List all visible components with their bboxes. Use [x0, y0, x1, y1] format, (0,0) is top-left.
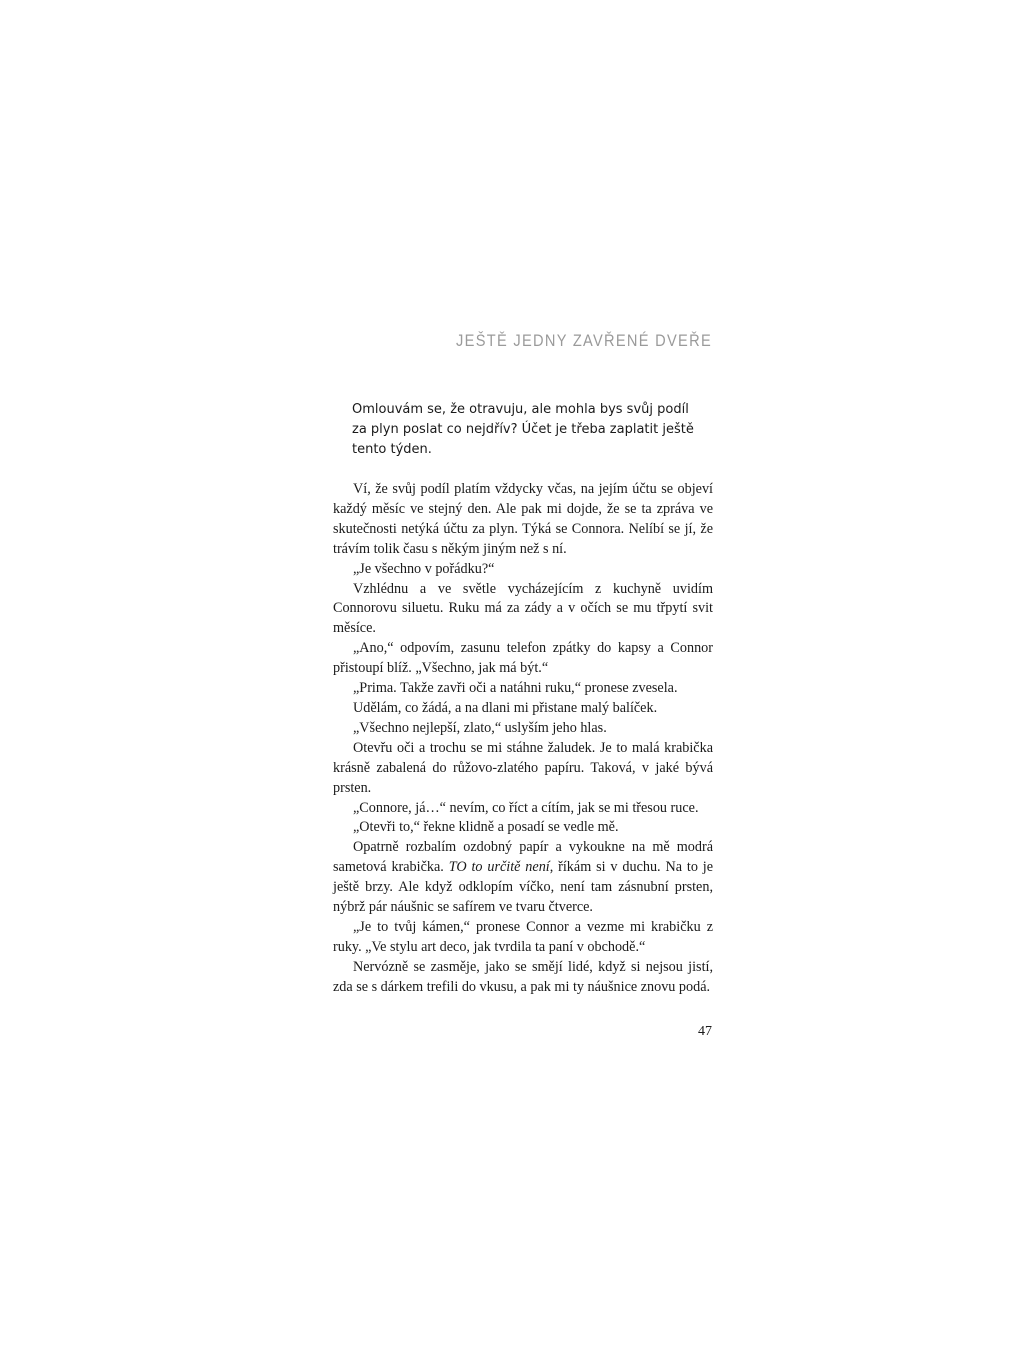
paragraph: Otevřu oči a trochu se mi stáhne žaludek. Je to malá krabička krásně zabalená do růžovo-zlatého papíru. Taková, v jaké bývá prsten. [333, 739, 713, 796]
paragraph: „Všechno nejlepší, zlato,“ uslyším jeho hlas. [353, 719, 607, 736]
paragraph: „Je to tvůj kámen,“ pronese Connor a vezme mi krabičku z ruky. „Ve stylu art deco, jak tvrdila ta paní v obchodě.“ [333, 918, 713, 955]
paragraph: Nervózně se zasměje, jako se smějí lidé, když si nejsou jistí, zda se s dárkem trefili do vkusu, a pak mi ty náušnice znovu podá. [333, 958, 713, 995]
paragraph-with-italic [333, 838, 713, 918]
paragraph: „Je všechno v pořádku?“ [353, 560, 495, 577]
body-text [333, 480, 713, 998]
italic-thought: TO to určitě není [448, 859, 550, 876]
paragraph: „Prima. Takže zavři oči a natáhni ruku,“ pronese zvesela. [353, 680, 678, 697]
paragraph: Vzhlédnu a ve světle vycházejícím z kuchyně uvidím Connorovu siluetu. Ruku má za zády a v očích se mu třpytí svit měsíce. [333, 580, 713, 637]
paragraph: „Otevři to,“ řekne klidně a posadí se vedle mě. [353, 819, 619, 836]
text-run: Opatrně rozbalím ozdobný papír a vykoukne na mě modrá sametová krabička. [333, 839, 713, 876]
paragraph: Udělám, co žádá, a na dlani mi přistane malý balíček. [353, 699, 658, 716]
paragraph: „Ano,“ odpovím, zasunu telefon zpátky do kapsy a Connor přistoupí blíž. „Všechno, jak má být.“ [333, 640, 713, 677]
paragraph: Ví, že svůj podíl platím vždycky včas, na jejím účtu se objeví každý měsíc ve stejný den. Ale pak mi dojde, že se ta zpráva ve skutečnosti netýká účtu za plyn. Týká se Connora. Nelíbí se jí, že trávím tolik času s někým jiným než s ní. [333, 481, 713, 557]
text-message: Omlouvám se, že otravuju, ale mohla bys svůj podíl za plyn poslat co nejdřív? Účet je třeba zaplatit ještě tento týden. [352, 402, 694, 457]
page-number: 47 [698, 1024, 712, 1039]
paragraph: „Connore, já…“ nevím, co říct a cítím, jak se mi třesou ruce. [353, 799, 699, 816]
running-header: JEŠTĚ JEDNY ZAVŘENÉ DVEŘE [456, 331, 712, 350]
text-run: , říkám si v duchu. Na to je ještě brzy. Ale když odklopím víčko, není tam zásnubní prsten, nýbrž pár náušnic se safírem ve tvaru čtverce. [333, 859, 714, 916]
